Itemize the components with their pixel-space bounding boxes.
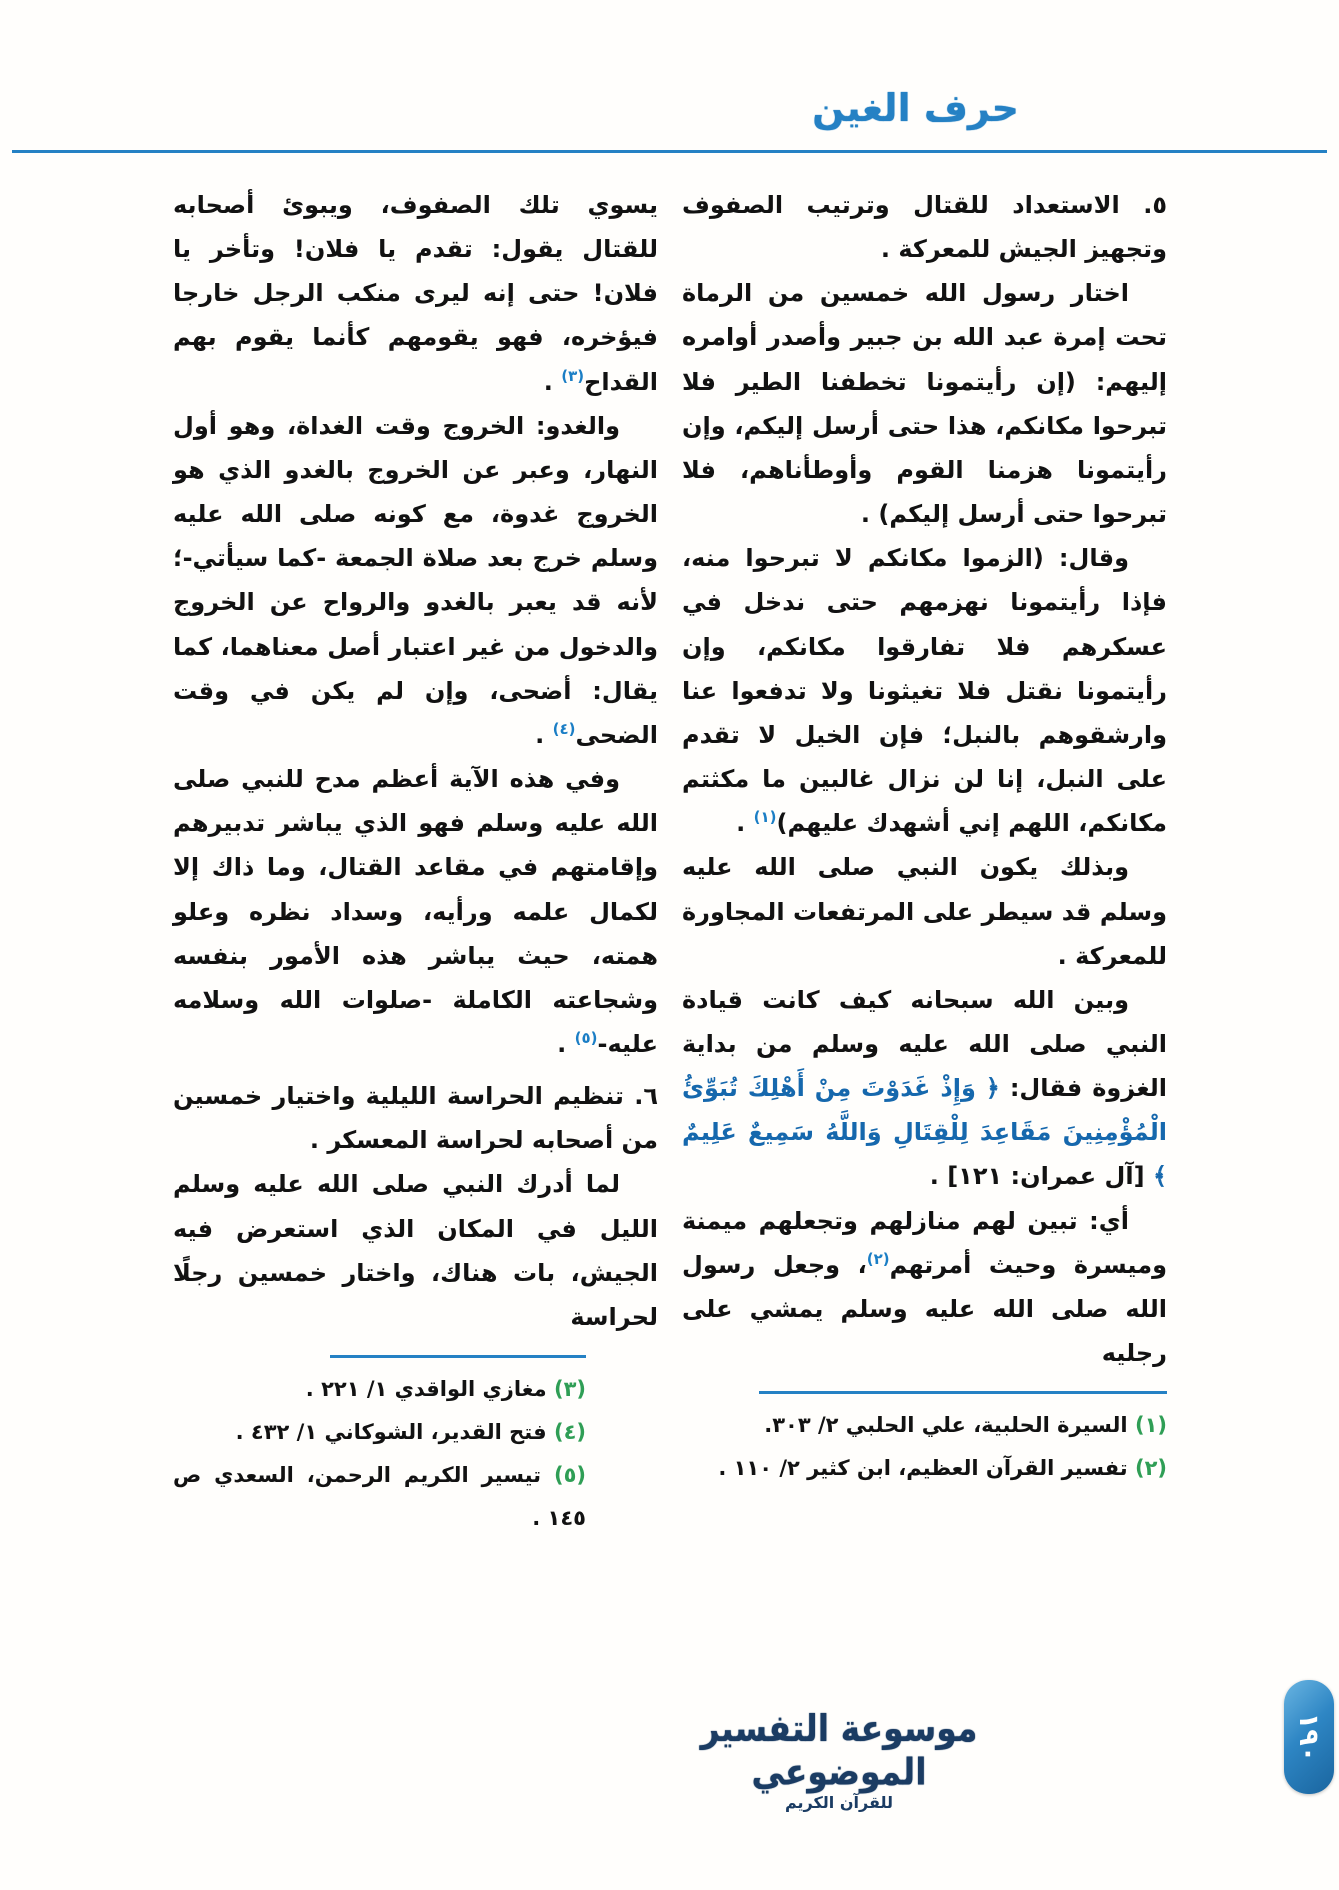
verse-reference: [آل عمران: ١٢١] . xyxy=(929,1162,1145,1191)
footnote-marker: (٥) xyxy=(574,1028,598,1047)
body-paragraph xyxy=(682,1199,1167,1376)
section-heading-6 xyxy=(173,1074,658,1162)
paragraph-text: وبذلك يكون النبي صلى الله عليه وسلم قد سيطر على المرتفعات المجاورة للمعركة . xyxy=(682,853,1167,970)
paragraph-tail: . xyxy=(736,809,754,838)
footnote-item xyxy=(682,1404,1167,1447)
footnote-text: فتح القدير، الشوكاني ١/ ٤٣٢ . xyxy=(235,1420,547,1445)
footnote-number: (٥) xyxy=(553,1463,586,1488)
paragraph-tail: . xyxy=(557,1029,575,1058)
body-paragraph xyxy=(173,183,658,404)
footnote-text: مغازي الواقدي ١/ ٢٢١ . xyxy=(305,1377,547,1402)
body-paragraph xyxy=(682,536,1167,845)
footnote-marker: (٢) xyxy=(866,1249,890,1268)
paragraph-text: وفي هذه الآية أعظم مدح للنبي صلى الله عليه وسلم فهو الذي يباشر تدبيرهم وإقامتهم في مقاعد القتال، وما ذاك إلا لكمال علمه ورأيه، وسداد نظره وعلو همته، حيث يباشر هذه الأمور بنفسه وشجاعته الكاملة -صلوات الله وسلامه عليه- xyxy=(173,765,658,1058)
footnote-number: (٢) xyxy=(1134,1456,1167,1481)
footnote-text: تفسير القرآن العظيم، ابن كثير ٢/ ١١٠ . xyxy=(718,1456,1128,1481)
page-number-tab xyxy=(1284,1680,1334,1794)
footnote-number: (٣) xyxy=(553,1377,586,1402)
footnote-item xyxy=(173,1411,586,1454)
content xyxy=(173,183,1167,1531)
page-header-title: حرف الغين xyxy=(812,86,1019,130)
paragraph-tail: . xyxy=(535,720,553,749)
paragraph-tail: ، وجعل رسول الله صلى الله عليه وسلم يمشي على رجليه xyxy=(682,1250,1167,1368)
paragraph-text: وبين الله سبحانه كيف كانت قيادة النبي صلى الله عليه وسلم من بداية الغزوة فقال: xyxy=(682,985,1167,1103)
footnote-item xyxy=(173,1454,586,1540)
emblem-title: موسوعة التفسير الموضوعي xyxy=(700,1706,978,1794)
footnote-marker: (٤) xyxy=(552,719,576,738)
paragraph-text: والغدو: الخروج وقت الغداة، وهو أول النهار، وعبر عن الخروج بالغدو الذي هو الخروج غدوة، مع كونه صلى الله عليه وسلم خرج بعد صلاة الجمعة -كما سيأتي-؛ لأنه قد يعبر بالغدو والرواح عن الخروج والدخول من غير اعتبار أصل معناهما، كما يقال: أضحى، وإن لم يكن في وقت الضحى xyxy=(173,411,658,749)
body-paragraph xyxy=(173,757,658,1066)
footnote-item xyxy=(682,1447,1167,1490)
section-heading-5 xyxy=(682,183,1167,271)
quran-paragraph xyxy=(682,978,1167,1199)
footnote-item xyxy=(173,1368,586,1411)
footnote-number: (١) xyxy=(1134,1413,1167,1438)
paragraph-text: أي: تبين لهم منازلهم وتجعلهم ميمنة وميسرة وحيث أمرتهم xyxy=(682,1206,1167,1279)
footnote-text: السيرة الحلبية، علي الحلبي ٢/ ٣٠٣. xyxy=(764,1413,1128,1438)
footnotes-right xyxy=(682,1375,1167,1490)
quran-verse: ﴿ وَإِذْ غَدَوْتَ مِنْ أَهْلِكَ تُبَوِّئُ الْمُؤْمِنِينَ مَقَاعِدَ لِلْقِتَالِ وَاللَّهُ سَمِيعٌ عَلِيمٌ ﴾ xyxy=(682,1074,1167,1191)
body-paragraph xyxy=(682,271,1167,536)
footer-emblem xyxy=(684,1706,994,1812)
footnote-separator xyxy=(330,1355,586,1358)
header-rule xyxy=(12,150,1327,153)
column-right xyxy=(682,183,1167,1481)
footnote-marker: (٣) xyxy=(561,366,585,385)
paragraph-text: لما أدرك النبي صلى الله عليه وسلم الليل في المكان الذي استعرض فيه الجيش، بات هناك، واختار خمسين رجلًا لحراسة xyxy=(173,1170,658,1331)
body-paragraph xyxy=(173,1162,658,1339)
heading-text: ٦. تنظيم الحراسة الليلية واختيار خمسين من أصحابه لحراسة المعسكر . xyxy=(173,1082,658,1155)
paragraph-tail: . xyxy=(543,367,562,396)
body-paragraph xyxy=(173,404,658,757)
footnote-text: تيسير الكريم الرحمن، السعدي ص ١٤٥ . xyxy=(173,1463,586,1531)
paragraph-text: اختار رسول الله خمسين من الرماة تحت إمرة عبد الله بن جبير وأصدر أوامره إليهم: (إن رأيتمونا تخطفنا الطير فلا تبرحوا مكانكم، هذا حتى أرسل إليكم، وإن رأيتمونا هزمنا القوم وأوطأناهم، فلا تبرحوا حتى أرسل إليكم) . xyxy=(682,279,1167,529)
heading-text: ٥. الاستعداد للقتال وترتيب الصفوف وتجهيز الجيش للمعركة . xyxy=(682,191,1167,264)
page-number: ١٩٠ xyxy=(1293,1712,1325,1762)
emblem-subtitle: للقرآن الكريم xyxy=(784,1793,894,1812)
paragraph-text: يسوي تلك الصفوف، ويبوئ أصحابه للقتال يقول: تقدم يا فلان! وتأخر يا فلان! حتى إنه ليرى منكب الرجل خارجا فيؤخره، فهو يقومهم كأنما يقوم بهم القداح xyxy=(173,191,658,396)
footnotes-left xyxy=(173,1339,658,1540)
body-paragraph xyxy=(682,845,1167,977)
column-left xyxy=(173,183,658,1531)
footnote-separator xyxy=(759,1391,1167,1394)
footnote-marker: (١) xyxy=(753,808,777,827)
paragraph-text: وقال: (الزموا مكانكم لا تبرحوا منه، فإذا رأيتمونا نهزمهم حتى ندخل في عسكرهم فلا تفارقوا مكانكم، وإن رأيتمونا نقتل فلا تغيثونا ولا تدفعوا عنا وارشقوهم بالنبل؛ فإن الخيل لا تقدم على النبل، إنا لن نزال غالبين ما مكثتم مكانكم، اللهم إني أشهدك عليهم) xyxy=(682,544,1167,838)
footnote-number: (٤) xyxy=(553,1420,586,1445)
